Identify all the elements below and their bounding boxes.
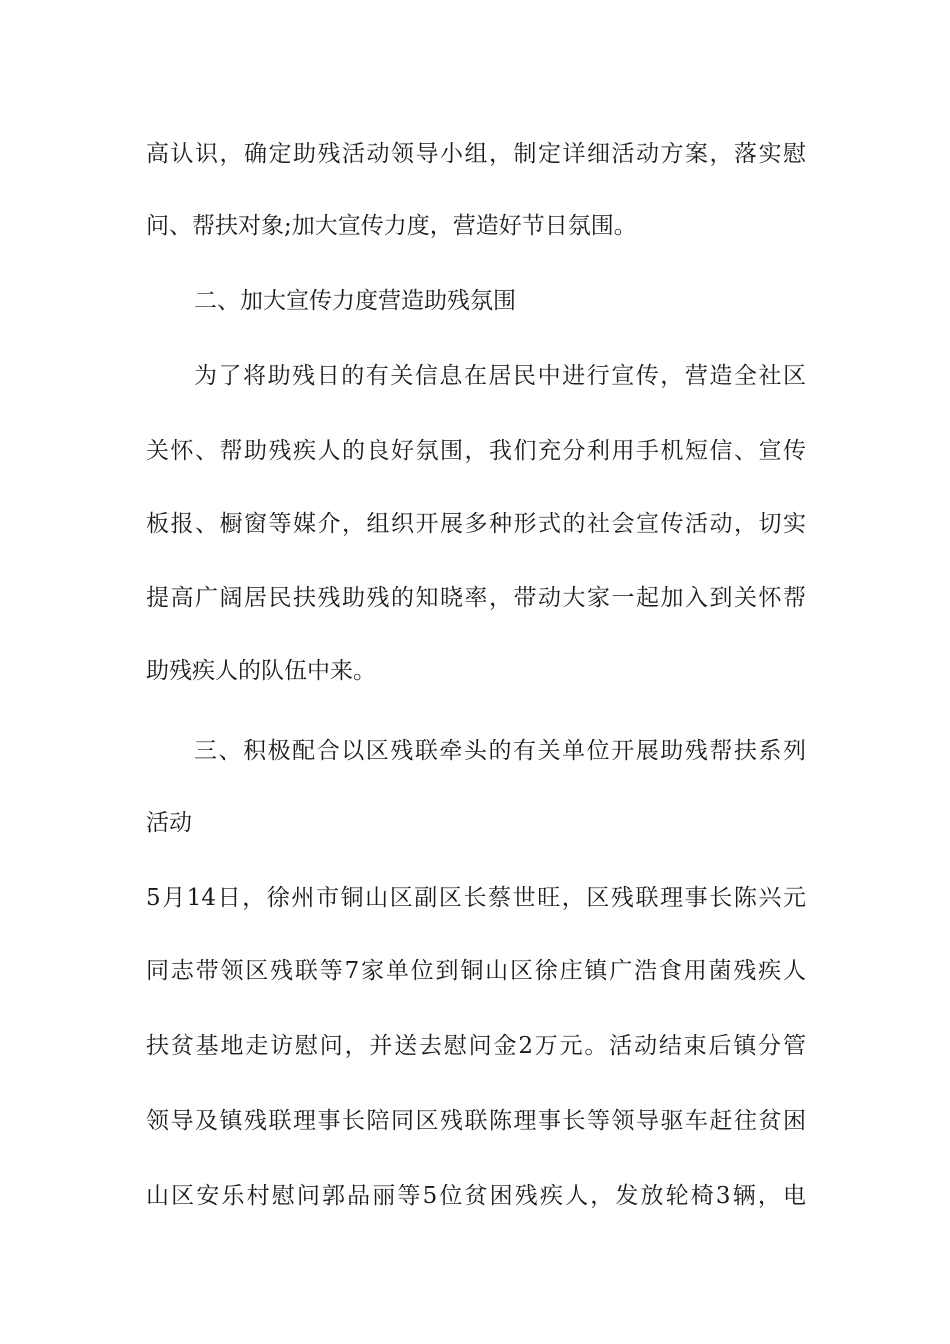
text-line: 助残疾人的队伍中来。 <box>146 658 376 684</box>
text-line: 5月14日，徐州市铜山区副区长蔡世旺，区残联理事长陈兴元 <box>146 885 806 911</box>
text-line: 山区安乐村慰问郭品丽等5位贫困残疾人，发放轮椅3辆，电 <box>146 1183 806 1209</box>
text-line: 同志带领区残联等7家单位到铜山区徐庄镇广浩食用菌残疾人 <box>146 958 806 984</box>
section-heading: 二、加大宣传力度营造助残氛围 <box>194 288 516 314</box>
section-heading-continued: 活动 <box>146 810 192 836</box>
section-heading: 三、积极配合以区残联牵头的有关单位开展助残帮扶系列 <box>194 738 806 764</box>
text-line: 提高广阔居民扶残助残的知晓率，带动大家一起加入到关怀帮 <box>146 585 806 611</box>
text-line: 关怀、帮助残疾人的良好氛围，我们充分利用手机短信、宣传 <box>146 438 806 464</box>
text-line: 为了将助残日的有关信息在居民中进行宣传，营造全社区 <box>194 363 806 389</box>
text-line: 领导及镇残联理事长陪同区残联陈理事长等领导驱车赶往贫困 <box>146 1108 806 1134</box>
text-line: 问、帮扶对象;加大宣传力度，营造好节日氛围。 <box>146 213 637 239</box>
text-line: 高认识，确定助残活动领导小组，制定详细活动方案，落实慰 <box>146 141 806 167</box>
text-line: 板报、橱窗等媒介，组织开展多种形式的社会宣传活动，切实 <box>146 511 806 537</box>
text-line: 扶贫基地走访慰问，并送去慰问金2万元。活动结束后镇分管 <box>146 1033 806 1059</box>
